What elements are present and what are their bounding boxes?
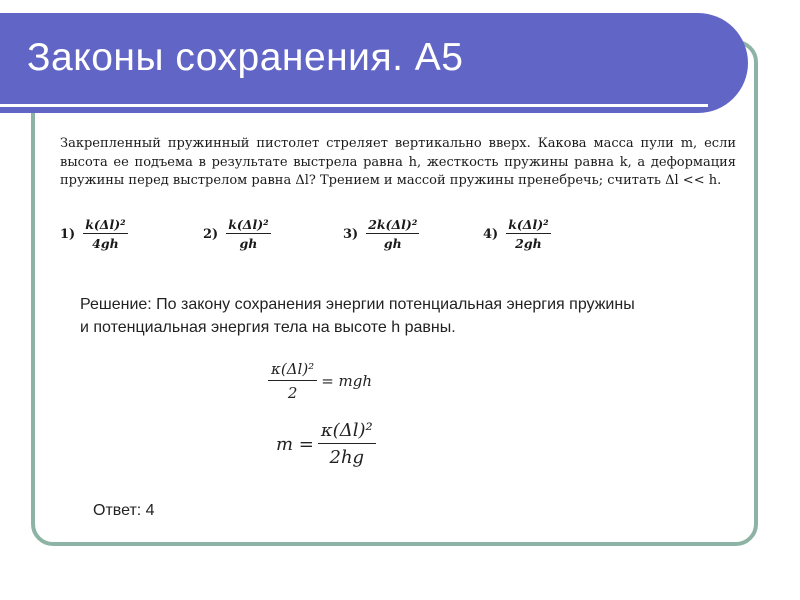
energy-equation-denominator: 2 <box>287 384 298 402</box>
option-4-denominator: 2gh <box>515 236 542 251</box>
mass-equation-fraction <box>318 420 376 468</box>
answer-text: Ответ: 4 <box>93 502 155 519</box>
option-3-fraction <box>366 217 419 251</box>
answer-options <box>60 217 620 265</box>
solution-text: Решение: По закону сохранения энергии потенциальная энергия пружины и потенциальная энергия тела на высоте h равны. <box>80 296 635 336</box>
option-4-numerator: k(Δl)² <box>508 217 549 232</box>
slide-frame <box>31 40 758 546</box>
energy-equation <box>268 360 372 402</box>
banner-underline <box>0 104 708 107</box>
option-1 <box>60 217 128 251</box>
option-2 <box>203 217 271 251</box>
option-2-number: 2) <box>203 226 219 242</box>
problem-text: Закрепленный пружинный пистолет стреляет вертикально вверх. Какова масса пули m, если высота ее подъема в результате выстрела равна h, жесткость пружины равна k, а деформация пружины перед выстрелом равна Δl? Трением и массой пружины пренебречь; считать Δl << h. <box>60 136 736 189</box>
option-1-fraction <box>83 217 127 251</box>
option-3-number: 3) <box>343 226 359 242</box>
option-2-numerator: k(Δl)² <box>228 217 269 232</box>
option-1-number: 1) <box>60 226 76 242</box>
option-2-denominator: gh <box>239 236 258 251</box>
problem-statement <box>60 135 736 191</box>
slide-title: Законы сохранения. А5 <box>27 36 464 79</box>
option-3 <box>343 217 419 251</box>
mass-equation-numerator: κ(Δl)² <box>318 420 376 444</box>
energy-equation-numerator: κ(Δl)² <box>268 360 317 381</box>
option-4-fraction <box>506 217 550 251</box>
mass-equation-denominator: 2hg <box>329 447 365 468</box>
option-1-numerator: k(Δl)² <box>85 217 126 232</box>
mass-equation-lhs: m = <box>276 433 314 455</box>
option-4 <box>483 217 551 251</box>
option-3-denominator: gh <box>383 236 402 251</box>
option-1-denominator: 4gh <box>92 236 119 251</box>
option-4-number: 4) <box>483 226 499 242</box>
option-2-fraction <box>226 217 270 251</box>
energy-equation-fraction <box>268 360 317 402</box>
mass-equation <box>276 420 376 468</box>
option-3-numerator: 2k(Δl)² <box>368 217 418 232</box>
energy-equation-rhs: = mgh <box>321 372 373 390</box>
